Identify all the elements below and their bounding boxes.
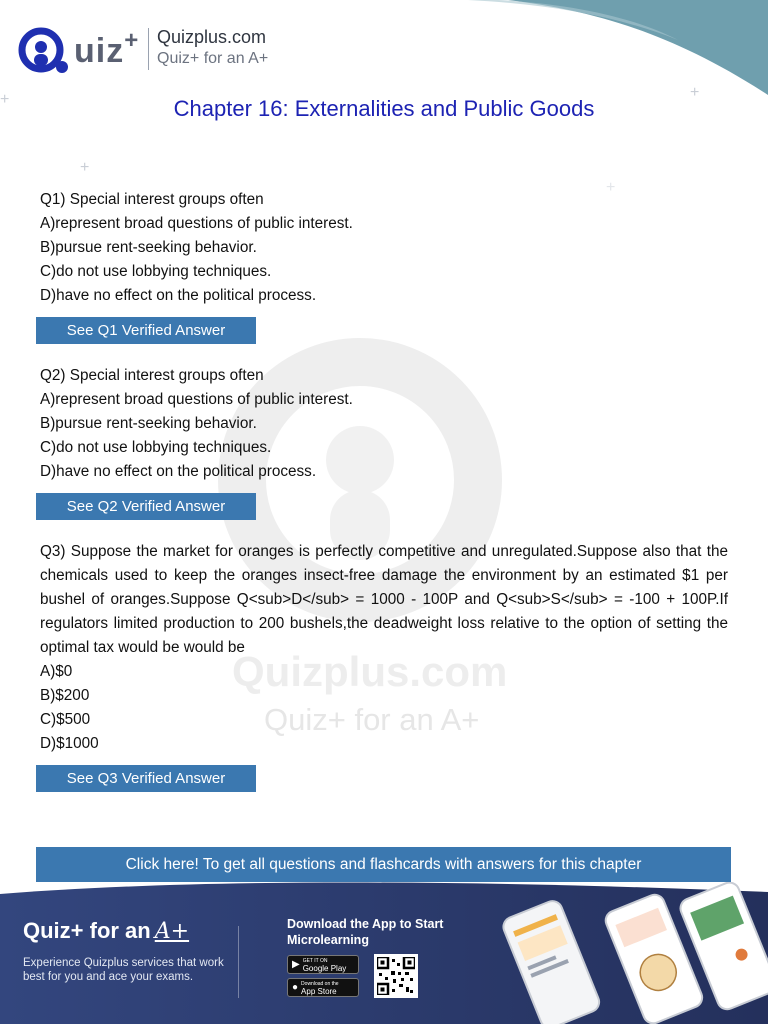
question-1-option-b: B)pursue rent-seeking behavior. — [40, 239, 257, 256]
question-3-option-d: D)$1000 — [40, 735, 99, 752]
google-play-label: Google Play — [302, 963, 347, 973]
brand-site[interactable]: Quizplus.com — [157, 27, 267, 47]
watermark-site: Quizplus.com — [232, 648, 508, 695]
plus-decoration: + — [0, 91, 10, 108]
chapter-title: Chapter 16: Externalities and Public Goods — [173, 96, 595, 121]
logo-plus: + — [124, 27, 139, 54]
app-promo-footer — [0, 882, 768, 1024]
google-play-small-text: GET IT ON — [302, 957, 328, 964]
question-3 — [40, 540, 728, 756]
see-q1-answer-button[interactable]: See Q1 Verified Answer — [36, 317, 256, 344]
app-store-button[interactable] — [287, 978, 359, 997]
app-store-label: App Store — [301, 986, 337, 996]
apple-icon: ● — [292, 982, 299, 993]
question-2-option-a: A)represent broad questions of public interest. — [40, 391, 353, 408]
see-q3-answer-button[interactable]: See Q3 Verified Answer — [36, 765, 256, 792]
question-1-prompt: Q1) Special interest groups often — [40, 191, 264, 208]
footer-description: Experience Quizplus services that work best for you and ace your exams. — [23, 957, 224, 983]
question-1-option-a: A)represent broad questions of public interest. — [40, 215, 353, 232]
footer-title — [23, 918, 189, 944]
quizplus-logo[interactable] — [14, 26, 138, 76]
google-play-button[interactable] — [287, 955, 359, 974]
question-1-option-c: C)do not use lobbying techniques. — [40, 263, 272, 280]
question-2-option-b: B)pursue rent-seeking behavior. — [40, 415, 257, 432]
qr-code-icon — [377, 957, 415, 995]
question-3-prompt: Q3) Suppose the market for oranges is perfectly competitive and unregulated.Suppose also that the chemicals used to keep the oranges insect-free damage the environment by an estimated $1 per bushel of oranges.Suppose Q<sub>D</sub> = 1000 - 100P and Q<sub>S</sub> = -100 + 100P.If regulators limited production to 200 bushels,the deadweight loss relative to the option of setting the optimal tax would be would be — [40, 543, 728, 656]
question-2-prompt: Q2) Special interest groups often — [40, 367, 264, 384]
see-q2-answer-button[interactable]: See Q2 Verified Answer — [36, 493, 256, 520]
plus-decoration: + — [690, 84, 700, 101]
footer-title-accent: A+ — [154, 919, 190, 944]
qr-code[interactable] — [374, 954, 418, 998]
brand-divider — [148, 28, 149, 70]
footer-title-text: Quiz+ for an — [23, 918, 151, 943]
plus-decoration: + — [606, 179, 616, 196]
brand-tagline: Quiz+ for an A+ — [157, 50, 269, 67]
plus-decoration: + — [80, 159, 90, 176]
question-1 — [40, 188, 728, 308]
app-store-small-text: Download on the — [301, 980, 339, 987]
question-2 — [40, 364, 728, 484]
question-2-option-d: D)have no effect on the political process. — [40, 463, 317, 480]
question-3-option-a: A)$0 — [40, 663, 73, 680]
question-2-option-c: C)do not use lobbying techniques. — [40, 439, 272, 456]
question-3-option-b: B)$200 — [40, 687, 90, 704]
download-app-text: Download the App to Start Microlearning — [287, 917, 444, 947]
question-1-option-d: D)have no effect on the political process. — [40, 287, 317, 304]
corner-wave-decoration — [468, 0, 768, 100]
quizplus-logo-icon — [14, 26, 72, 76]
logo-text: uiz — [74, 31, 125, 70]
question-3-option-c: C)$500 — [40, 711, 91, 728]
watermark-tagline: Quiz+ for an A+ — [264, 702, 480, 737]
google-play-icon: ▶ — [292, 959, 300, 970]
get-all-questions-button[interactable]: Click here! To get all questions and flashcards with answers for this chapter — [36, 847, 731, 882]
footer-divider — [238, 926, 239, 998]
phone-mockups-image — [500, 882, 768, 1024]
